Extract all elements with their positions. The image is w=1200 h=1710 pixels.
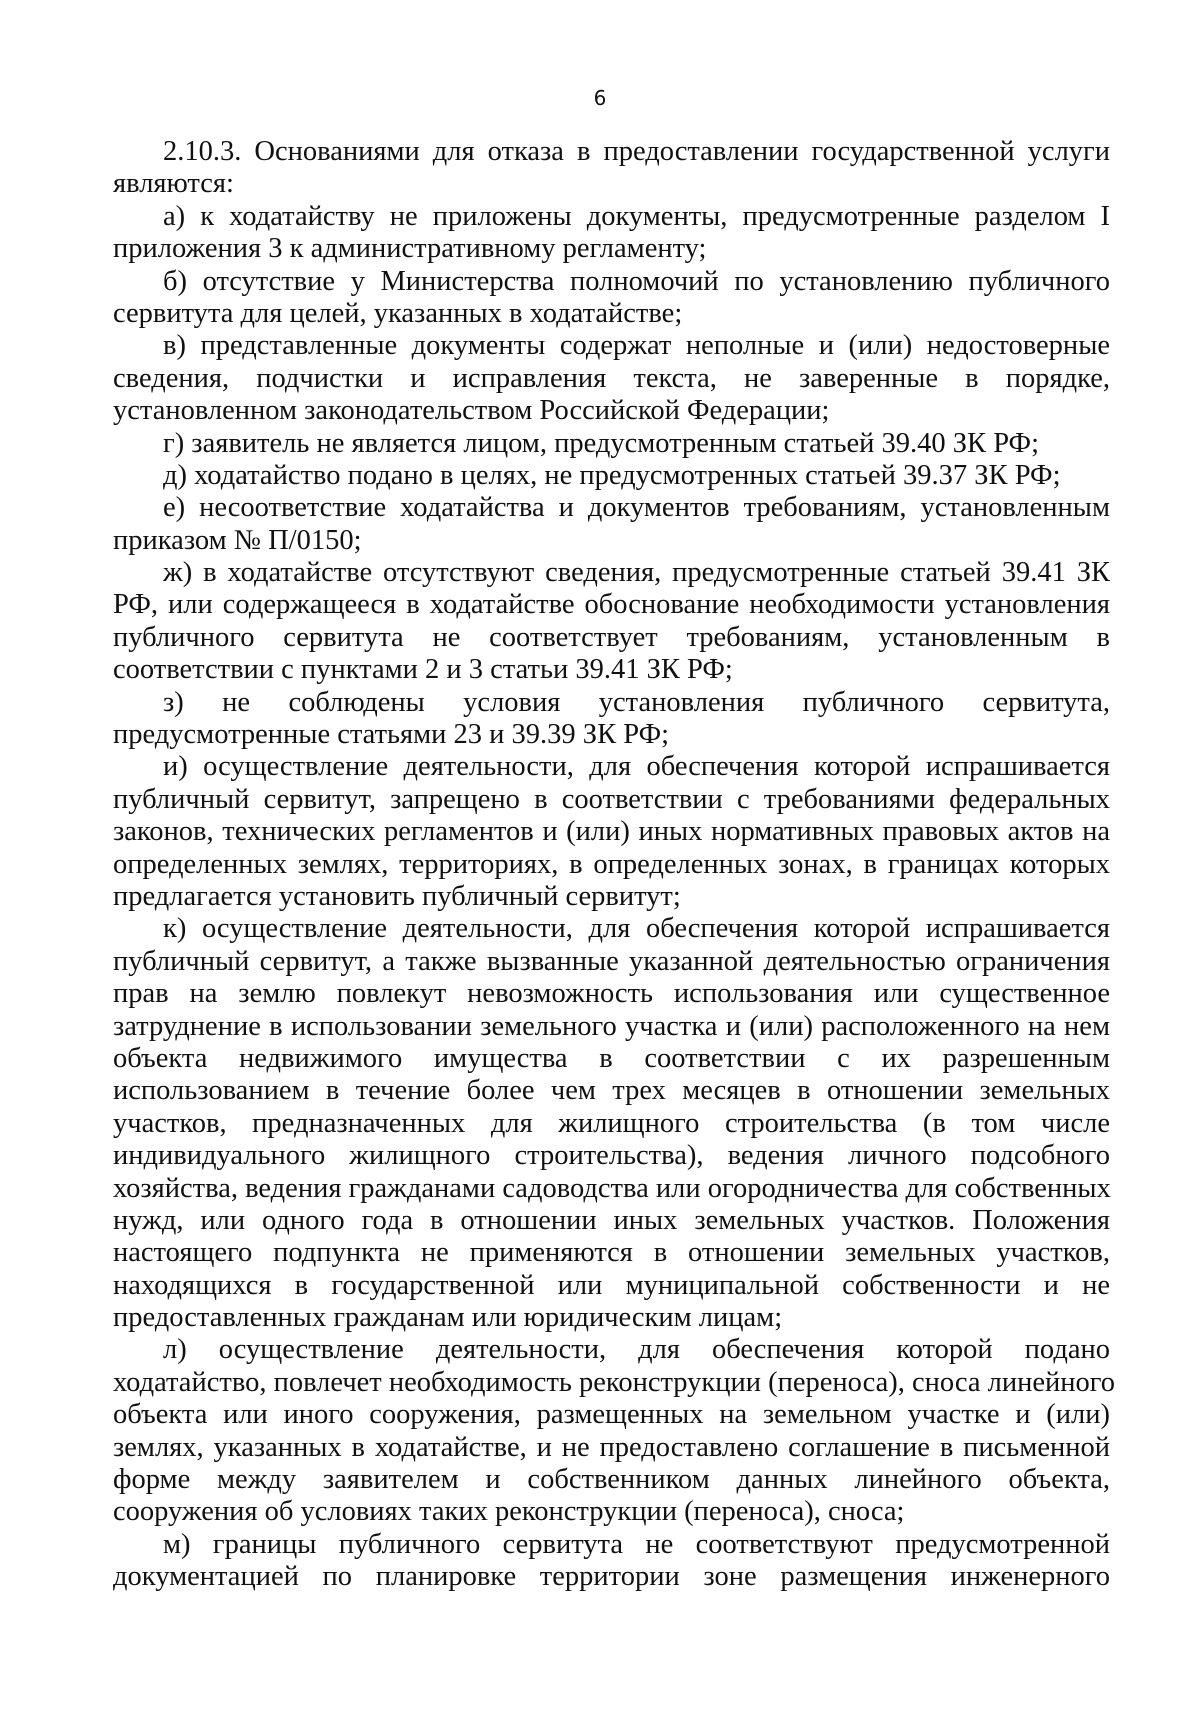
text-line: предоставленных гражданам или юридическим лицам; bbox=[113, 1302, 783, 1334]
text-line: к) осуществление деятельности, для обеспечения которой испрашивается bbox=[163, 913, 1110, 945]
text-line: г) заявитель не является лицом, предусмотренным статьей 39.40 ЗК РФ; bbox=[163, 427, 1039, 459]
text-line: находящихся в государственной или муниципальной собственности и не bbox=[113, 1269, 1110, 1301]
text-line: сервитута для целей, указанных в ходатайстве; bbox=[113, 297, 683, 329]
text-line: з) не соблюдены условия установления публичного сервитута, bbox=[163, 686, 1110, 718]
paragraph bbox=[113, 136, 1110, 201]
text-line: 2.10.3. Основаниями для отказа в предоставлении государственной услуги bbox=[163, 136, 1110, 167]
text-line: б) отсутствие у Министерства полномочий по установлению публичного bbox=[163, 265, 1110, 297]
text-line: приказом № П/0150; bbox=[113, 524, 362, 556]
paragraph bbox=[113, 687, 1110, 752]
text-line: использованием в течение более чем трех месяцев в отношении земельных bbox=[113, 1075, 1110, 1107]
paragraph bbox=[113, 1334, 1116, 1528]
text-line: законов, технических регламентов и (или) иных нормативных правовых актов на bbox=[113, 816, 1110, 848]
paragraph bbox=[113, 913, 1110, 1334]
text-line: индивидуального жилищного строительства), ведения личного подсобного bbox=[113, 1140, 1110, 1172]
text-line: сооружения об условиях таких реконструкции (переноса), сноса; bbox=[113, 1496, 905, 1528]
text-line: д) ходатайство подано в целях, не предусмотренных статьей 39.37 ЗК РФ; bbox=[163, 459, 1061, 491]
text-line: определенных землях, территориях, в определенных зонах, в границах которых bbox=[113, 848, 1110, 880]
text-line: публичный сервитут, а также вызванные указанной деятельностью ограничения bbox=[113, 945, 1110, 977]
text-line: сведения, подчистки и исправления текста, не заверенные в порядке, bbox=[113, 362, 1110, 394]
text-line: затруднение в использовании земельного участка и (или) расположенного на нем bbox=[113, 1010, 1110, 1042]
text-line: и) осуществление деятельности, для обеспечения которой испрашивается bbox=[163, 751, 1110, 783]
text-line: объекта недвижимого имущества в соответствии с их разрешенным bbox=[113, 1042, 1110, 1074]
text-line: участков, предназначенных для жилищного строительства (в том числе bbox=[113, 1107, 1110, 1139]
text-line: нужд, или одного года в отношении иных земельных участков. Положения bbox=[113, 1204, 1110, 1236]
paragraph bbox=[113, 428, 1110, 460]
paragraph bbox=[113, 1529, 1110, 1594]
text-line: а) к ходатайству не приложены документы, предусмотренные разделом I bbox=[163, 200, 1110, 232]
text-line: ходатайство, повлечет необходимость реконструкции (переноса), сноса линейного bbox=[113, 1366, 1116, 1398]
text-line: е) несоответствие ходатайства и документов требованиям, установленным bbox=[163, 492, 1110, 524]
text-line: предусмотренные статьями 23 и 39.39 ЗК РФ; bbox=[113, 719, 670, 751]
text-line: настоящего подпункта не применяются в отношении земельных участков, bbox=[113, 1237, 1110, 1269]
text-line: РФ, или содержащееся в ходатайстве обоснование необходимости установления bbox=[113, 589, 1110, 621]
paragraph bbox=[113, 492, 1110, 557]
text-line: документацией по планировке территории зоне размещения инженерного bbox=[113, 1561, 1110, 1593]
text-line: публичного сервитута не соответствует требованиям, установленным в bbox=[113, 621, 1110, 653]
paragraph bbox=[113, 266, 1110, 331]
text-line: публичный сервитут, запрещено в соответствии с требованиями федеральных bbox=[113, 783, 1110, 815]
text-line: форме между заявителем и собственником данных линейного объекта, bbox=[113, 1464, 1110, 1496]
text-line: м) границы публичного сервитута не соответствуют предусмотренной bbox=[163, 1528, 1110, 1560]
text-line: соответствии с пунктами 2 и 3 статьи 39.41 ЗК РФ; bbox=[113, 654, 733, 686]
paragraph bbox=[113, 201, 1110, 266]
page-number: 6 bbox=[593, 86, 607, 110]
paragraph bbox=[113, 330, 1110, 427]
text-line: установленном законодательством Российской Федерации; bbox=[113, 395, 830, 427]
paragraph bbox=[113, 460, 1110, 492]
text-line: ж) в ходатайстве отсутствуют сведения, предусмотренные статьей 39.41 ЗК bbox=[163, 557, 1110, 589]
text-line: хозяйства, ведения гражданами садоводства или огородничества для собственных bbox=[113, 1172, 1111, 1204]
text-line: приложения 3 к административному регламенту; bbox=[113, 233, 707, 265]
text-line: являются: bbox=[113, 168, 234, 200]
paragraph bbox=[113, 751, 1110, 913]
text-line: в) представленные документы содержат неполные и (или) недостоверные bbox=[163, 330, 1110, 362]
text-line: землях, указанных в ходатайстве, и не предоставлено соглашение в письменной bbox=[113, 1431, 1110, 1463]
text-line: прав на землю повлекут невозможность использования или существенное bbox=[113, 978, 1110, 1010]
text-line: объекта или иного сооружения, размещенных на земельном участке и (или) bbox=[113, 1399, 1110, 1431]
paragraph bbox=[113, 557, 1110, 687]
document-body bbox=[113, 136, 1116, 1594]
text-line: предлагается установить публичный сервитут; bbox=[113, 880, 681, 912]
text-line: л) осуществление деятельности, для обеспечения которой подано bbox=[163, 1334, 1110, 1366]
